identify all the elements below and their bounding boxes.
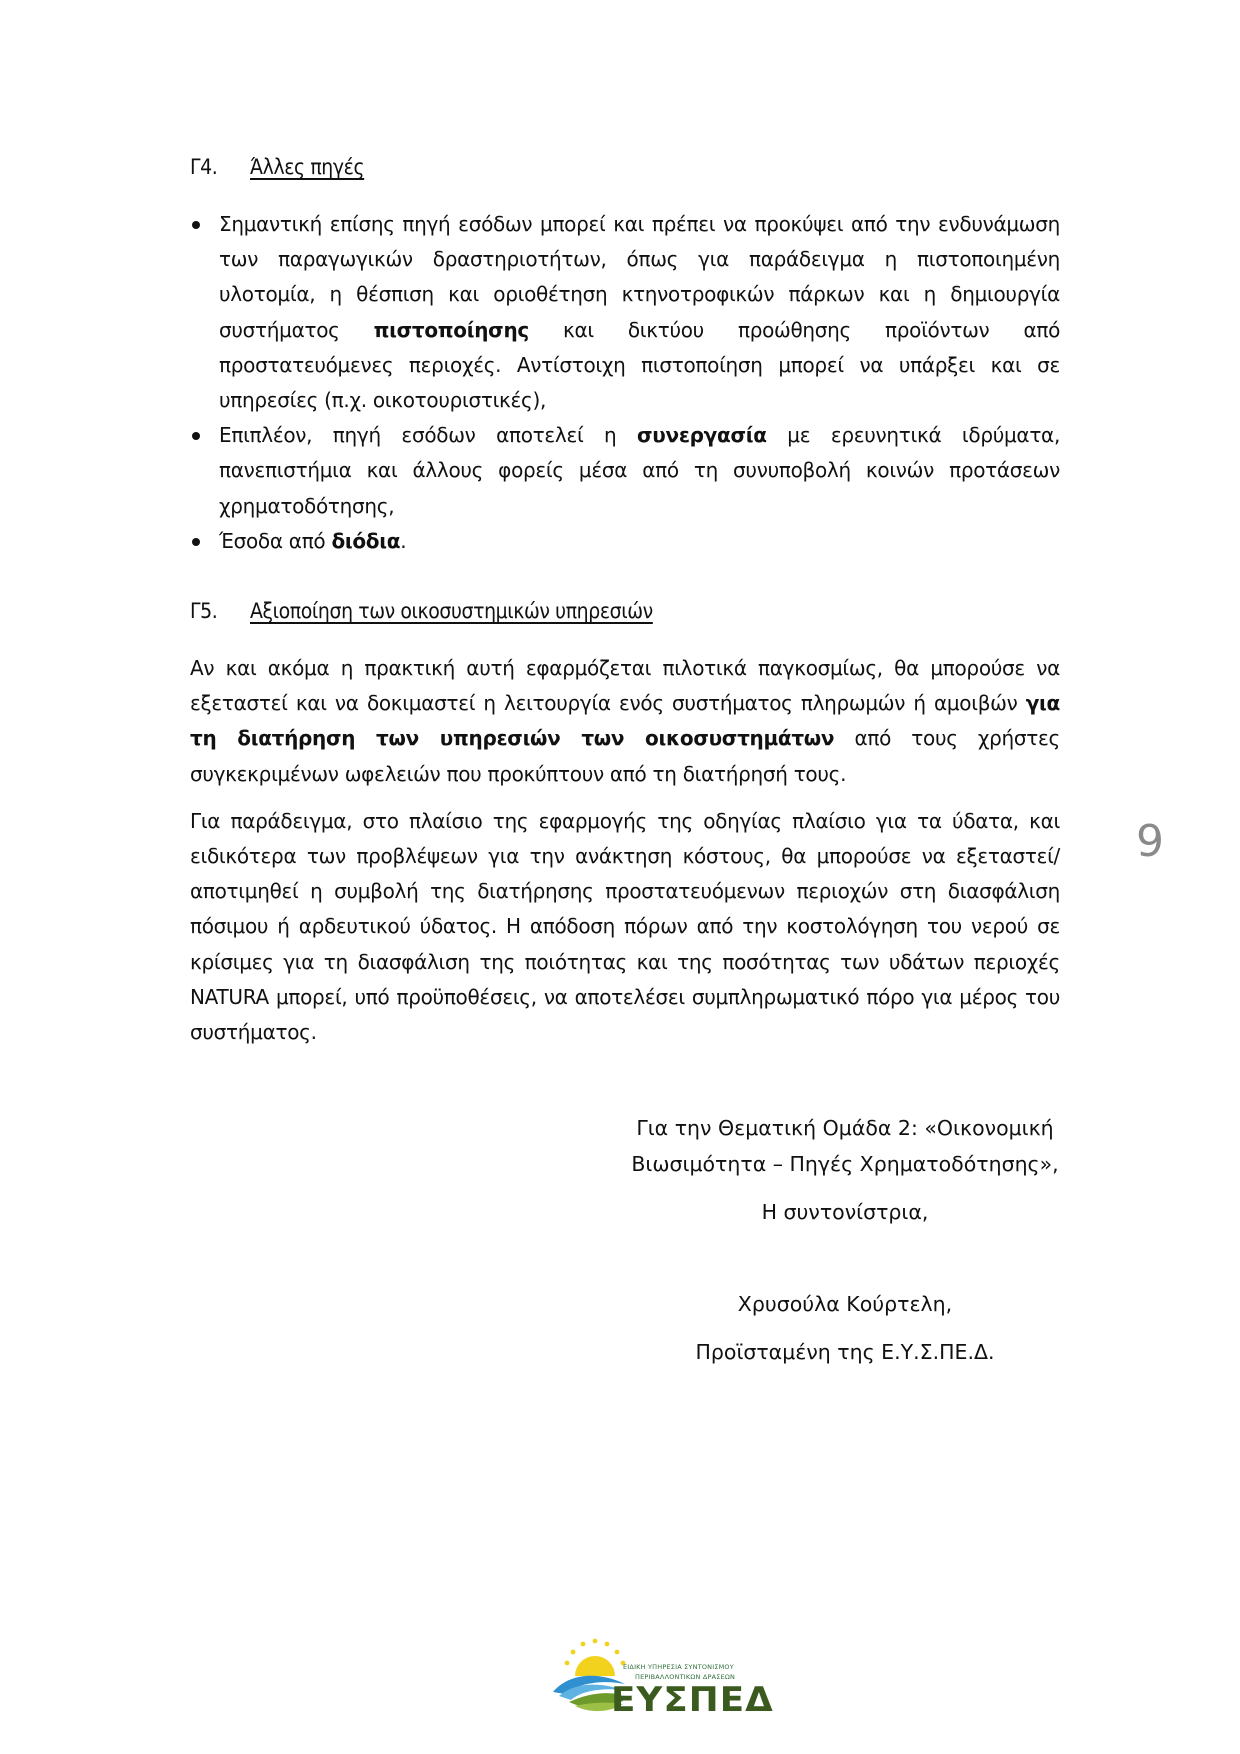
- bold-text: για τη διατήρηση των υπηρεσιών των οικοσυστημάτων: [190, 691, 1060, 751]
- paragraph: Για παράδειγμα, στο πλαίσιο της εφαρμογής της οδηγίας πλαίσιο για τα ύδατα, και ειδικότερα των προβλέψεων για την ανάκτηση κόστους, θα μπορούσε να εξεταστεί/αποτιμηθεί η συμβολή της διατήρησης προστατευόμενων περιοχών στη διασφάλιση πόσιμου ή αρδευτικού ύδατος. Η απόδοση πόρων από την κοστολόγηση του νερού σε κρίσιμες για τη διασφάλιση της ποιότητας και της ποσότητας των υδάτων περιοχές NATURA μπορεί, υπό προϋποθέσεις, να αποτελέσει συμπληρωματικό πόρο για μέρος του συστήματος.: [190, 808, 1060, 1045]
- section-heading-g4: [190, 150, 1060, 185]
- page-body: [190, 150, 1060, 1062]
- section-heading-g5: [190, 594, 1060, 629]
- bold-text: πιστοποίησης: [373, 317, 529, 342]
- list-item: [190, 524, 1060, 559]
- organization-logo: [545, 1632, 774, 1732]
- logo-subtitle-line-2: ΠΕΡΙΒΑΛΛΟΝΤΙΚΩΝ ΔΡΑΣΕΩΝ: [635, 1673, 736, 1681]
- section-title: Άλλες πηγές: [250, 155, 365, 179]
- sun-icon: [565, 1639, 626, 1676]
- text: .: [400, 528, 407, 553]
- text: Έσοδα από: [219, 528, 332, 553]
- paragraph: [190, 651, 1060, 792]
- logo-wordmark: ΕΥΣΠΕΔ: [611, 1680, 774, 1720]
- text: Επιπλέον, πηγή εσόδων αποτελεί η: [219, 423, 638, 448]
- logo-subtitle-line-1: ΕΙΔΙΚΗ ΥΠΗΡΕΣΙΑ ΣΥΝΤΟΝΙΣΜΟΥ: [623, 1663, 734, 1671]
- bold-text: διόδια: [331, 528, 401, 553]
- signature-name: Χρυσούλα Κούρτελη,: [737, 1292, 953, 1316]
- bold-text: συνεργασία: [637, 423, 767, 448]
- page-number: 9: [1136, 816, 1164, 867]
- section-number: Γ4.: [190, 155, 218, 179]
- signature-role: Η συντονίστρια,: [761, 1200, 929, 1224]
- list-item: [190, 207, 1060, 418]
- text: από τους χρήστες συγκεκριμένων ωφελειών που προκύπτουν από τη διατήρησή τους.: [190, 726, 1060, 786]
- section-number: Γ5.: [190, 599, 218, 624]
- section-title: Αξιοποίηση των οικοσυστημικών υπηρεσιών: [250, 599, 653, 624]
- text: και δικτύου προώθησης προϊόντων από προστατευόμενες περιοχές. Αντίστοιχη πιστοποίηση μπορεί να υπάρξει και σε υπηρεσίες (π.χ. οικοτουριστικές),: [219, 317, 1061, 413]
- list-item: [190, 418, 1060, 524]
- signature-title: Προϊσταμένη της Ε.Υ.Σ.ΠΕ.Δ.: [695, 1340, 995, 1364]
- signature-line-1: Για την Θεματική Ομάδα 2: «Οικονομική: [636, 1116, 1054, 1140]
- text: Αν και ακόμα η πρακτική αυτή εφαρμόζεται πιλοτικά παγκοσμίως, θα μπορούσε να εξεταστεί και να δοκιμαστεί η λειτουργία ενός συστήματος πληρωμών ή αμοιβών: [190, 656, 1060, 716]
- signature-block: [620, 1110, 1070, 1370]
- text: με ερευνητικά ιδρύματα, πανεπιστήμια και άλλους φορείς μέσα από τη συνυποβολή κοινών προτάσεων χρηματοδότησης,: [219, 423, 1060, 518]
- bullet-list-g4: [190, 207, 1060, 559]
- signature-line-2: Βιωσιμότητα – Πηγές Χρηματοδότησης»,: [631, 1152, 1059, 1176]
- text: Σημαντική επίσης πηγή εσόδων μπορεί και πρέπει να προκύψει από την ενδυνάμωση των παραγωγικών δραστηριοτήτων, όπως για παράδειγμα η πιστοποιημένη υλοτομία, η θέσπιση και οριοθέτηση κτηνοτροφικών πάρκων και η δημιουργία συστήματος: [219, 212, 1060, 342]
